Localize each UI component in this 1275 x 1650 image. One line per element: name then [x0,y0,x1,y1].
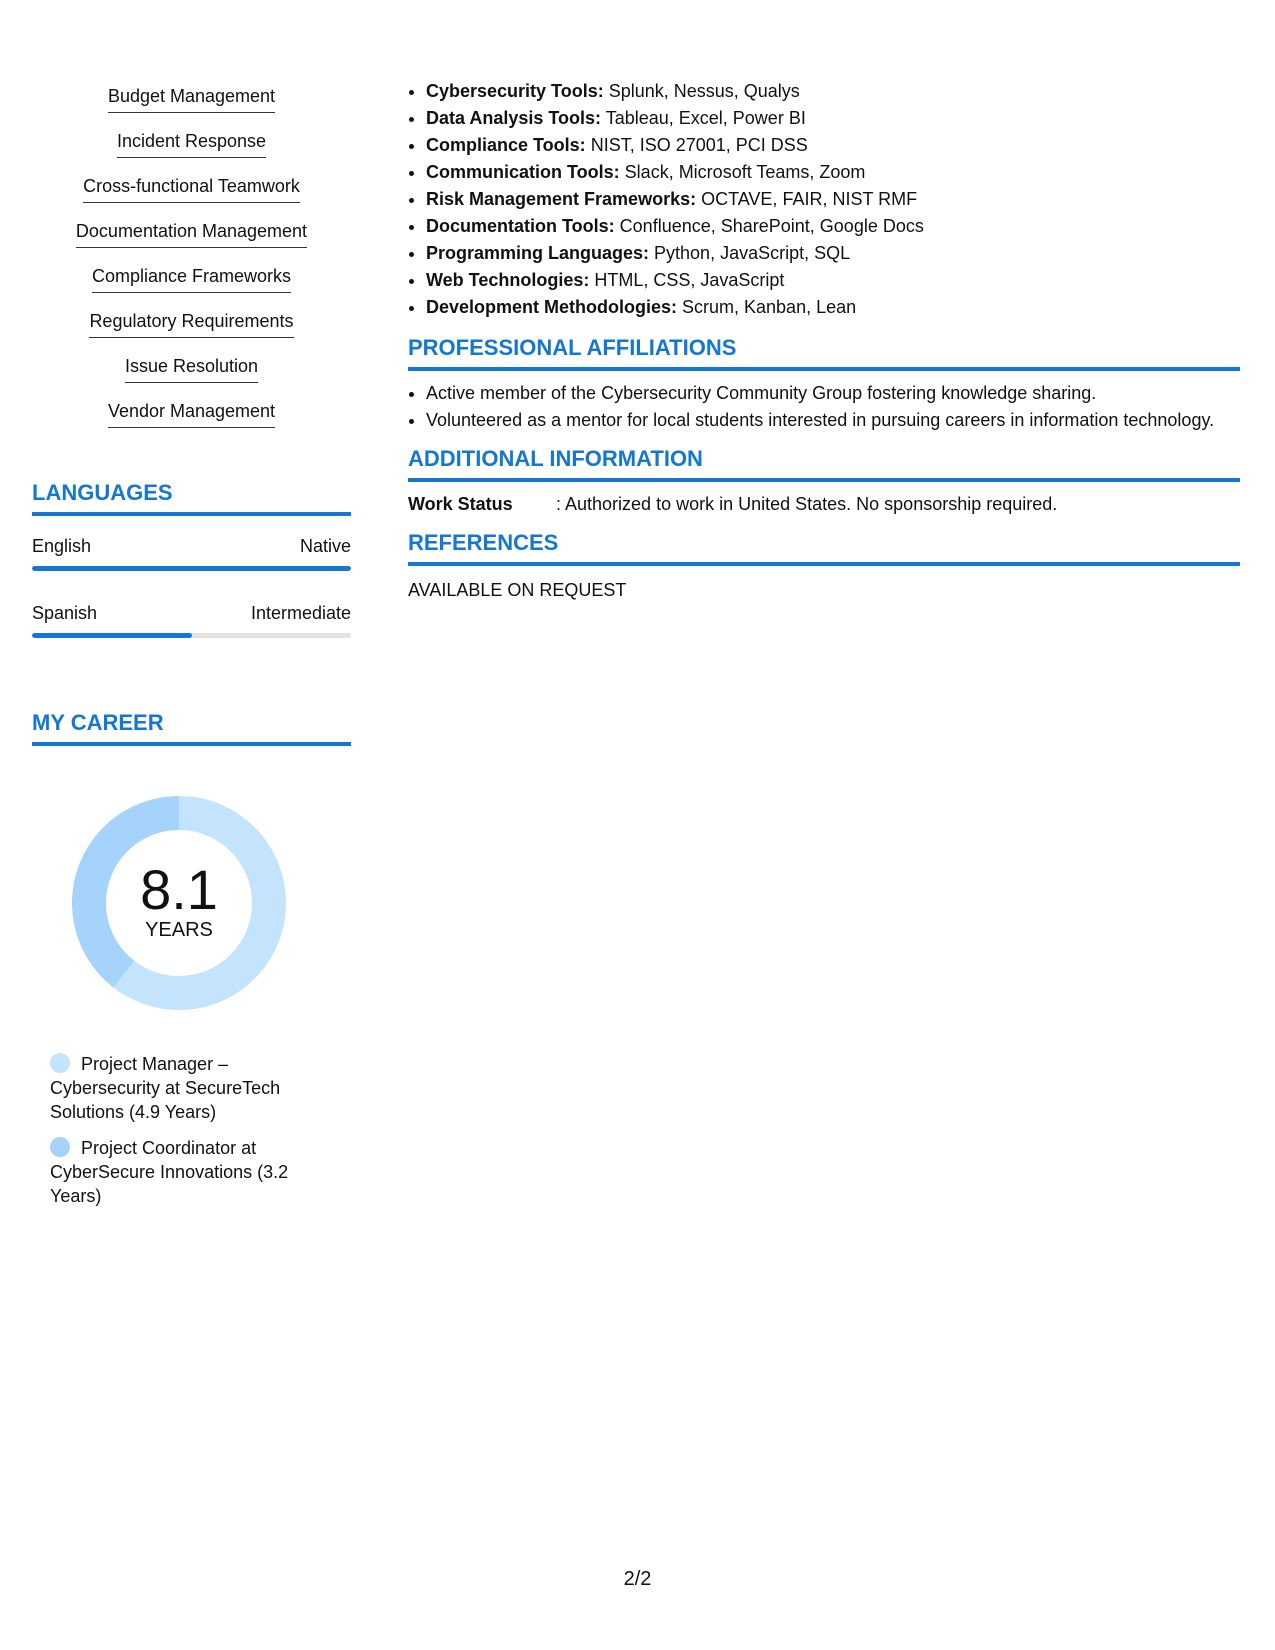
career-total-unit: YEARS [145,919,213,941]
affiliation-item: • Volunteered as a mentor for local students interested in pursuing careers in information technology. [426,408,1240,432]
career-donut-chart [66,790,292,1016]
additional-info-section [408,446,1240,516]
references-section [408,530,1240,602]
skill-item: Cross-functional Teamwork [32,174,351,219]
right-column [408,78,1240,602]
career-title: MY CAREER [32,710,351,746]
tool-item: • Cybersecurity Tools: Splunk, Nessus, Qualys [426,78,1240,105]
skill-item: Compliance Frameworks [32,264,351,309]
tool-item: • Programming Languages: Python, JavaScript, SQL [426,240,1240,267]
skill-item: Documentation Management [32,219,351,264]
work-status-label: Work Status [408,494,513,514]
references-text: AVAILABLE ON REQUEST [408,580,627,600]
technical-tools-list [408,78,1240,321]
career-legend-item: Project Manager – Cybersecurity at SecureTech Solutions (4.9 Years) [50,1054,281,1122]
tool-item: • Data Analysis Tools: Tableau, Excel, Power BI [426,105,1240,132]
skill-item: Vendor Management [32,399,351,444]
skill-item: Budget Management [32,84,351,129]
tool-item: • Risk Management Frameworks: OCTAVE, FAIR, NIST RMF [426,186,1240,213]
language-name: Spanish [32,603,98,623]
language-bar [32,566,351,571]
tool-item: • Communication Tools: Slack, Microsoft Teams, Zoom [426,159,1240,186]
affiliations-list [408,381,1240,432]
affiliations-section [408,335,1240,432]
tool-item: • Compliance Tools: NIST, ISO 27001, PCI DSS [426,132,1240,159]
skill-item: Issue Resolution [32,354,351,399]
language-level: Native [299,536,351,556]
skill-item: Incident Response [32,129,351,174]
language-name: English [32,536,92,556]
affiliations-title: PROFESSIONAL AFFILIATIONS [408,335,1240,371]
legend-dot-icon [50,1137,70,1157]
skill-item: Regulatory Requirements [32,309,351,354]
languages-title: LANGUAGES [32,480,351,516]
references-title: REFERENCES [408,530,1240,566]
additional-info-title: ADDITIONAL INFORMATION [408,446,1240,482]
languages-section [32,480,351,638]
career-total-value: 8.1 [140,858,218,921]
tool-item: • Documentation Tools: Confluence, SharePoint, Google Docs [426,213,1240,240]
language-bar-fill [32,633,192,638]
legend-dot-icon [50,1053,70,1073]
work-status-value: : Authorized to work in United States. No sponsorship required. [556,494,1058,514]
career-legend-item: Project Coordinator at CyberSecure Innovations (3.2 Years) [50,1138,289,1206]
language-bar [32,633,351,638]
language-bar-fill [32,566,351,571]
tool-item: • Development Methodologies: Scrum, Kanban, Lean [426,294,1240,321]
career-legend [50,1052,300,1208]
language-spanish [32,601,351,638]
language-level: Intermediate [250,603,351,623]
page-number: 2/2 [623,1568,652,1590]
tool-item: • Web Technologies: HTML, CSS, JavaScript [426,267,1240,294]
affiliation-item: • Active member of the Cybersecurity Community Group fostering knowledge sharing. [426,381,1240,405]
language-english [32,534,351,571]
left-column [32,84,351,1220]
work-status-row [408,492,1240,516]
career-section [32,710,351,1208]
skills-list [32,84,351,444]
